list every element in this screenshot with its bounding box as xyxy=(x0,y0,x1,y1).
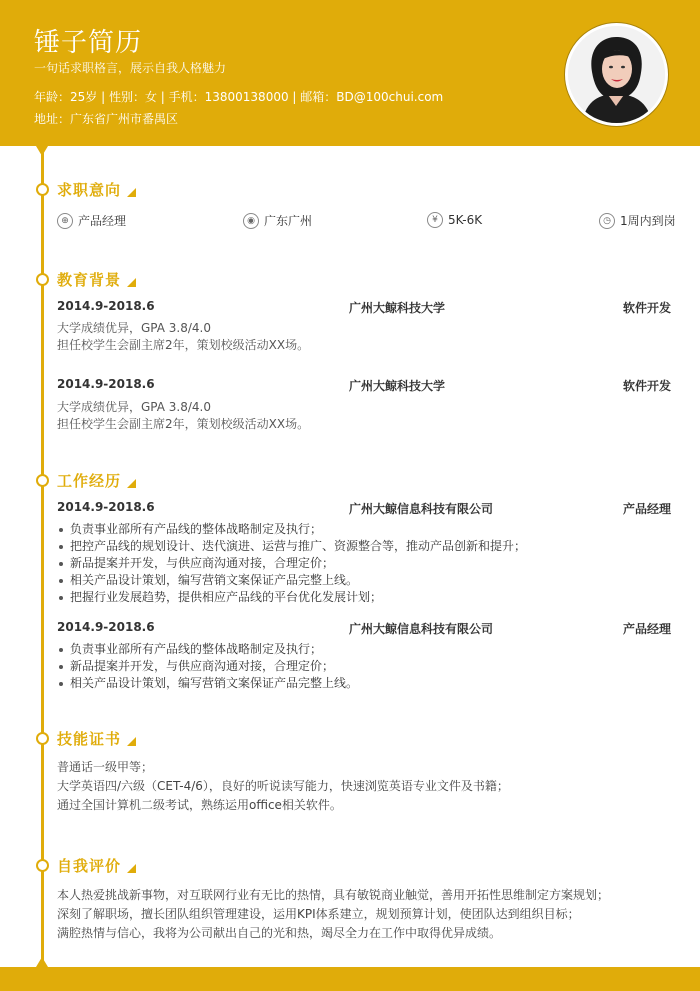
list-item: 新品提案并开发，与供应商沟通对接，合理定价； xyxy=(57,658,358,675)
corner-triangle-icon xyxy=(127,188,136,197)
intent-arrival xyxy=(599,212,676,229)
clock-icon: ◷ xyxy=(599,213,615,229)
work-duties-list xyxy=(57,521,526,606)
education-entry-header xyxy=(57,299,671,317)
resume-footer xyxy=(0,967,700,991)
work-company: 广州大鲸信息科技有限公司 xyxy=(349,622,494,636)
education-entry-header xyxy=(57,377,671,395)
education-description xyxy=(57,399,309,433)
skills-content xyxy=(57,758,509,815)
education-line: 担任校学生会副主席2年，策划校级活动XX场。 xyxy=(57,417,310,431)
section-dot-icon xyxy=(36,474,49,487)
list-item: 相关产品设计策划，编写营销文案保证产品完整上线。 xyxy=(57,572,526,589)
corner-triangle-icon xyxy=(127,278,136,287)
skill-line: 普通话一级甲等； xyxy=(57,760,154,774)
work-entry-header xyxy=(57,620,671,638)
education-major: 软件开发 xyxy=(622,301,671,315)
education-major: 软件开发 xyxy=(622,379,671,393)
corner-triangle-icon xyxy=(127,479,136,488)
avatar xyxy=(565,23,668,126)
work-company: 广州大鲸信息科技有限公司 xyxy=(349,502,494,516)
intent-salary xyxy=(427,212,482,228)
resume-header xyxy=(0,0,700,146)
section-dot-icon xyxy=(36,183,49,196)
basic-info: 年龄：25岁 | 性别：女 | 手机：13800138000 | 邮箱：BD@100chui.com xyxy=(34,90,444,104)
list-item: 相关产品设计策划，编写营销文案保证产品完整上线。 xyxy=(57,675,358,692)
evaluation-line: 本人热爱挑战新事物，对互联网行业有无比的热情，具有敏锐商业触觉，善用开拓性思维制定方案规划； xyxy=(57,888,610,902)
section-dot-icon xyxy=(36,859,49,872)
corner-triangle-icon xyxy=(127,864,136,873)
education-line: 担任校学生会副主席2年，策划校级活动XX场。 xyxy=(57,338,310,352)
work-period: 2014.9-2018.6 xyxy=(57,500,155,514)
section-work-title xyxy=(36,470,136,490)
intent-job-text: 产品经理 xyxy=(78,214,127,228)
education-school: 广州大鲸科技大学 xyxy=(349,301,446,315)
location-icon: ◉ xyxy=(243,213,259,229)
work-role: 产品经理 xyxy=(622,502,671,516)
corner-triangle-icon xyxy=(127,737,136,746)
education-period: 2014.9-2018.6 xyxy=(57,377,155,391)
education-school: 广州大鲸科技大学 xyxy=(349,379,446,393)
list-item: 负责事业部所有产品线的整体战略制定及执行； xyxy=(57,521,526,538)
section-dot-icon xyxy=(36,273,49,286)
skill-line: 大学英语四/六级（CET-4/6），良好的听说读写能力，快速浏览英语专业文件及书籍； xyxy=(57,779,509,793)
evaluation-line: 深刻了解职场，擅长团队组织管理建设，运用KPI体系建立，规划预算计划，使团队达到组织目标； xyxy=(57,907,580,921)
section-title-text: 求职意向 xyxy=(57,180,122,199)
section-evaluation-title xyxy=(36,855,136,875)
resume-name: 锤子简历 xyxy=(34,28,143,58)
list-item: 负责事业部所有产品线的整体战略制定及执行； xyxy=(57,641,358,658)
evaluation-line: 满腔热情与信心，我将为公司献出自己的光和热，竭尽全力在工作中取得优异成绩。 xyxy=(57,926,502,940)
education-line: 大学成绩优异，GPA 3.8/4.0 xyxy=(57,321,212,335)
address-info: 地址：广东省广州市番禺区 xyxy=(34,112,179,126)
list-item: 把握行业发展趋势，提供相应产品线的平台优化发展计划； xyxy=(57,589,526,606)
timeline-bottom-marker xyxy=(36,957,48,967)
list-item: 把控产品线的规划设计、迭代演进、运营与推广、资源整合等，推动产品创新和提升； xyxy=(57,538,526,555)
intent-job xyxy=(57,212,126,229)
work-duties-list xyxy=(57,641,358,692)
list-item: 新品提案并开发，与供应商沟通对接，合理定价； xyxy=(57,555,526,572)
section-title-text: 自我评价 xyxy=(57,856,122,875)
section-education-title xyxy=(36,269,136,289)
intent-arrival-text: 1周内到岗 xyxy=(620,214,676,228)
intent-location-text: 广东广州 xyxy=(264,214,313,228)
avatar-portrait-icon xyxy=(568,26,665,123)
evaluation-content xyxy=(57,886,609,943)
education-description xyxy=(57,320,309,354)
section-title-text: 教育背景 xyxy=(57,270,122,289)
section-intent-title xyxy=(36,179,136,199)
timeline-top-marker xyxy=(36,146,48,156)
intent-salary-text: 5K-6K xyxy=(448,213,483,227)
intent-location xyxy=(243,212,312,229)
job-icon: ⊕ xyxy=(57,213,73,229)
work-entry-header xyxy=(57,500,671,518)
education-line: 大学成绩优异，GPA 3.8/4.0 xyxy=(57,400,212,414)
work-role: 产品经理 xyxy=(622,622,671,636)
resume-slogan: 一句话求职格言，展示自我人格魅力 xyxy=(34,61,227,75)
section-title-text: 工作经历 xyxy=(57,471,122,490)
work-period: 2014.9-2018.6 xyxy=(57,620,155,634)
section-dot-icon xyxy=(36,732,49,745)
section-title-text: 技能证书 xyxy=(57,729,122,748)
section-skills-title xyxy=(36,728,136,748)
skill-line: 通过全国计算机二级考试，熟练运用office相关软件。 xyxy=(57,798,342,812)
salary-icon: ¥ xyxy=(427,212,443,228)
education-period: 2014.9-2018.6 xyxy=(57,299,155,313)
